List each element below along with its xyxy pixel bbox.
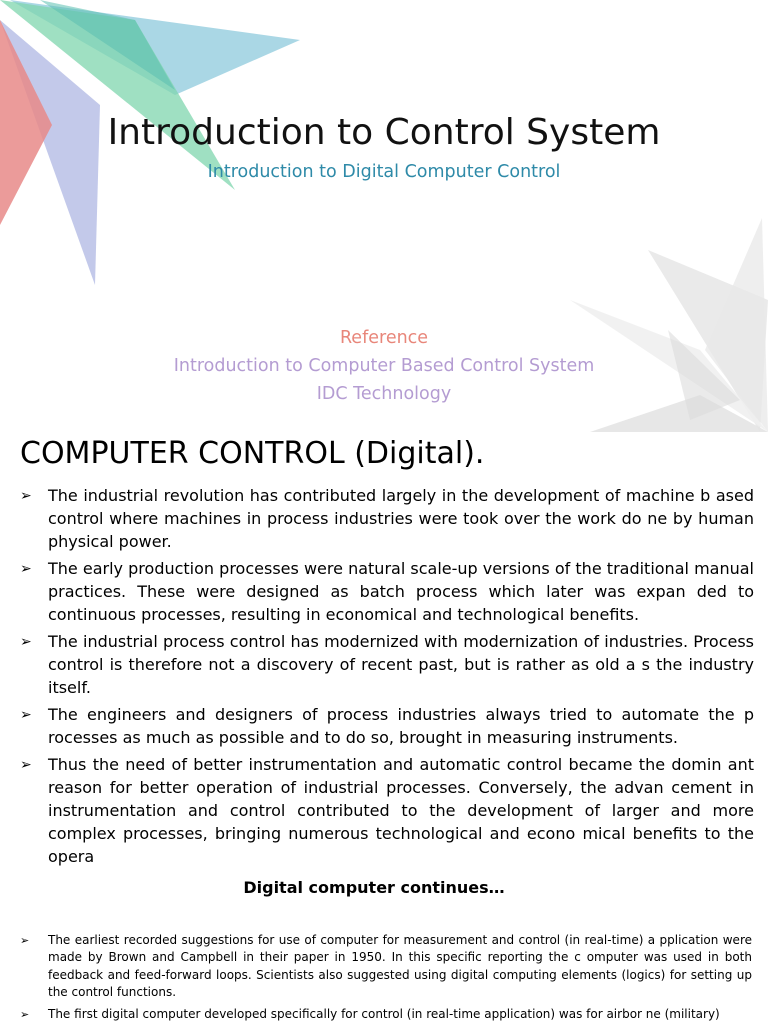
section-heading: Digital computer continues… — [243, 878, 505, 897]
list-item — [0, 753, 768, 868]
slide-subtitle: Introduction to Digital Computer Control — [207, 162, 561, 182]
list-item-text: Thus the need of better instrumentation and automatic control became the domin ant reason for better operation of industrial processes. Conversely, the advan cement in instrumentation and control contributed to the development of larger and more complex processes, bringing numerous technological and econo mical benefits to the opera — [48, 755, 754, 866]
list-item-text: The earliest recorded suggestions for use of computer for measurement and control (in real-time) a pplication were made by Brown and Campbell in their paper in 1950. In this specific reporting the c omputer was used in both feedback and feed-forward loops. Scientists also suggested using digital computing elements (logics) for setting up the control functions. — [48, 933, 752, 999]
bullet-list — [0, 932, 768, 1028]
arrow-bullet-icon: ➢ — [20, 934, 30, 947]
list-item-text: The industrial process control has modernized with modernization of industries. Process control is therefore not a discovery of recent past, but is rather as old a s the industry itself. — [48, 632, 754, 697]
list-item — [0, 484, 768, 553]
list-item-text: The engineers and designers of process industries always tried to automate the p rocesses as much as possible and to do so, brought in measuring instruments. — [48, 705, 754, 747]
reference-line-1: Introduction to Computer Based Control System — [173, 356, 595, 376]
list-item-text: The first digital computer developed specifically for control (in real-time application) was for airbor ne (military) — [48, 1007, 720, 1022]
reference-line-2: IDC Technology — [316, 384, 452, 404]
reference-label: Reference — [339, 328, 429, 348]
arrow-bullet-icon: ➢ — [20, 488, 32, 504]
arrow-bullet-icon: ➢ — [20, 707, 32, 723]
title-slide — [0, 0, 768, 432]
digital-computer-slide — [0, 856, 768, 1024]
arrow-bullet-icon: ➢ — [20, 561, 32, 577]
list-item — [0, 557, 768, 626]
computer-control-slide — [0, 432, 768, 866]
list-item — [0, 630, 768, 699]
list-item — [0, 1006, 768, 1023]
bullet-list — [0, 484, 768, 872]
list-item — [0, 932, 768, 1001]
slide-title: Introduction to Control System — [107, 112, 661, 153]
arrow-bullet-icon: ➢ — [20, 757, 32, 773]
section-heading: COMPUTER CONTROL (Digital). — [20, 436, 485, 471]
list-item-text: The early production processes were natural scale-up versions of the traditional manual practices. These were designed as batch process which later was expan ded to continuous processes, resulting in economical and technological benefits. — [48, 559, 754, 624]
list-item-text: The industrial revolution has contributed largely in the development of machine b ased control where machines in process industries were took over the work do ne by human physical power. — [48, 486, 754, 551]
arrow-bullet-icon: ➢ — [20, 634, 32, 650]
list-item — [0, 703, 768, 749]
arrow-bullet-icon: ➢ — [20, 1008, 30, 1022]
